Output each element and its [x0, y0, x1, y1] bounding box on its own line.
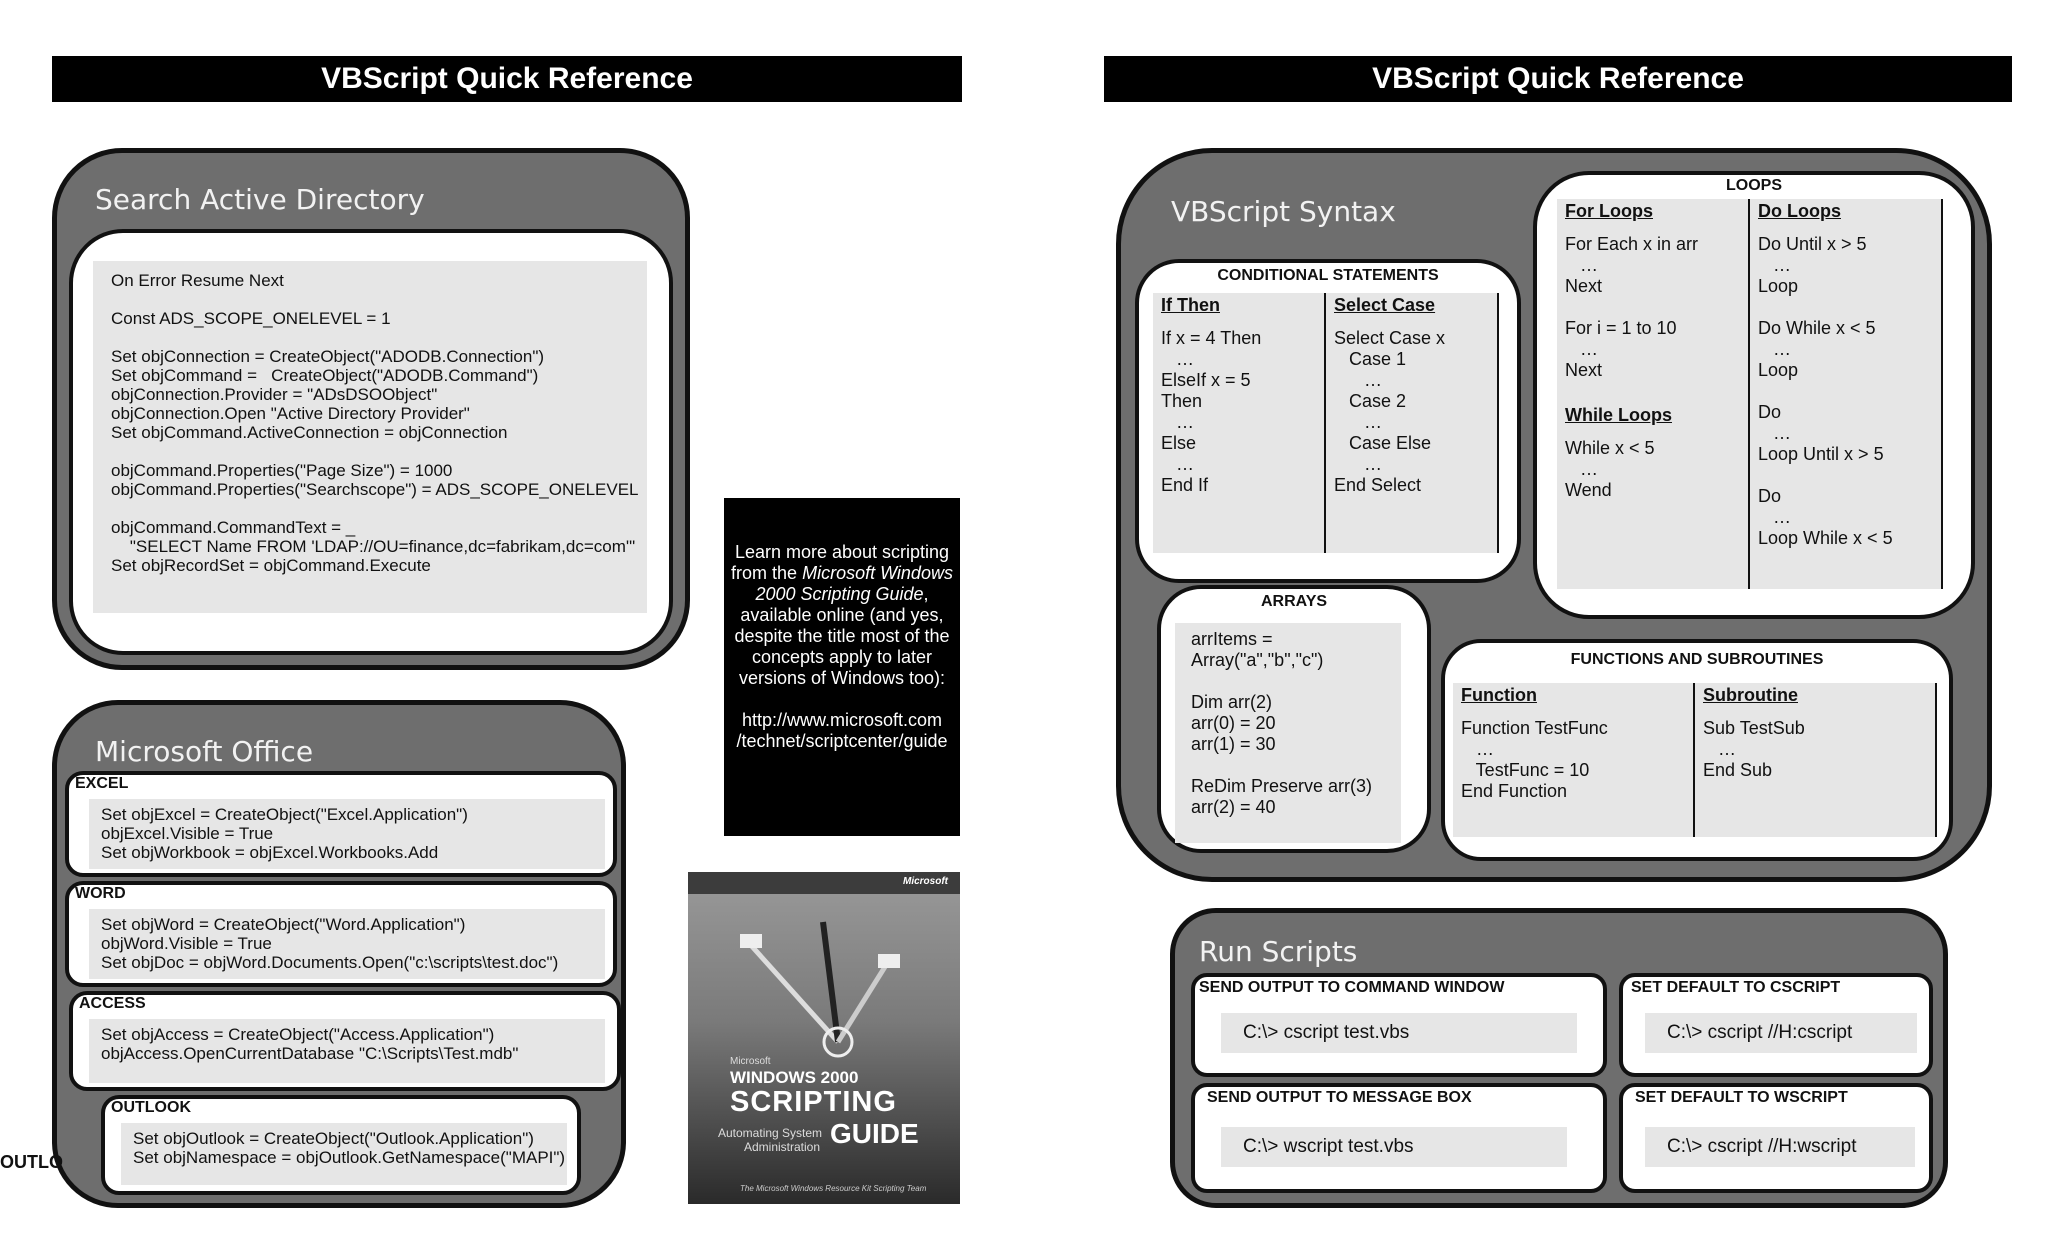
book-subtitle1: Automating System: [718, 1126, 823, 1140]
if-then-header: If Then: [1161, 295, 1220, 315]
if-then-column: [1153, 293, 1326, 553]
outlook-card: [101, 1095, 581, 1195]
wscript-card: [1619, 1083, 1933, 1193]
access-label: ACCESS: [79, 995, 146, 1012]
do-loops-column: [1750, 199, 1943, 589]
promo-box: [724, 498, 960, 836]
msg-box-command: C:\> wscript test.vbs: [1221, 1127, 1567, 1167]
search-ad-title: Search Active Directory: [95, 183, 425, 216]
run-scripts-panel: [1170, 908, 1948, 1208]
subroutine-header: Subroutine: [1703, 685, 1798, 705]
cscript-label: SET DEFAULT TO CSCRIPT: [1631, 979, 1841, 996]
do-loops-code: Do Until x > 5 … Loop Do While x < 5 … Loop Do … Loop Until x > 5 Do … Loop While x < 5: [1758, 234, 1893, 548]
access-card: [69, 991, 621, 1091]
conditional-title: CONDITIONAL STATEMENTS: [1217, 267, 1439, 284]
cscript-command: C:\> cscript //H:cscript: [1645, 1013, 1917, 1053]
arrays-code: arrItems = Array("a","b","c") Dim arr(2) arr(0) = 20 arr(1) = 30 ReDim Preserve arr(3) arr(2) = 40: [1175, 623, 1401, 843]
cmd-window-card: [1191, 973, 1607, 1077]
functions-card: [1441, 639, 1953, 861]
book-illustration-icon: [728, 912, 908, 1062]
for-loops-column: [1557, 199, 1750, 589]
cmd-window-label: SEND OUTPUT TO COMMAND WINDOW: [1199, 979, 1505, 996]
while-loops-code: While x < 5 … Wend: [1565, 438, 1655, 500]
if-then-code: If x = 4 Then … ElseIf x = 5 Then … Else … End If: [1161, 328, 1262, 495]
left-banner: VBScript Quick Reference: [52, 56, 962, 102]
office-title: Microsoft Office: [95, 735, 314, 768]
arrays-title: ARRAYS: [1260, 593, 1328, 610]
book-subtitle2: Administration: [744, 1140, 821, 1154]
function-code: Function TestFunc … TestFunc = 10 End Function: [1461, 718, 1608, 801]
promo-url[interactable]: http://www.microsoft.com /technet/scriptcenter/guide: [736, 710, 948, 751]
function-column: [1453, 683, 1695, 837]
office-panel: [52, 700, 626, 1208]
subroutine-column: [1695, 683, 1937, 837]
book-brand: Microsoft: [903, 876, 948, 887]
subroutine-code: Sub TestSub … End Sub: [1703, 718, 1805, 780]
wscript-label: SET DEFAULT TO WSCRIPT: [1635, 1089, 1848, 1106]
run-scripts-title: Run Scripts: [1199, 935, 1358, 968]
loops-table: [1557, 199, 1943, 589]
promo-text: Learn more about scripting from the Microsoft Windows 2000 Scripting Guide, available online (and yes, despite the title most of the concepts apply to later versions of Windows too):: [731, 542, 953, 688]
msg-box-label: SEND OUTPUT TO MESSAGE BOX: [1207, 1089, 1472, 1106]
function-header: Function: [1461, 685, 1537, 705]
msg-box-card: [1191, 1083, 1607, 1193]
functions-table: [1453, 683, 1937, 837]
cscript-card: [1619, 973, 1933, 1077]
book-line2: SCRIPTING: [730, 1086, 897, 1118]
outlook-overflow-label: OUTLO: [0, 1152, 63, 1172]
excel-code: Set objExcel = CreateObject("Excel.Application") objExcel.Visible = True Set objWorkbook = objExcel.Workbooks.Add: [89, 799, 605, 869]
word-label: WORD: [75, 885, 126, 902]
search-ad-panel: [52, 148, 690, 670]
book-line3: GUIDE: [830, 1118, 919, 1149]
word-code: Set objWord = CreateObject("Word.Application") objWord.Visible = True Set objDoc = objWord.Documents.Open("c:\scripts\test.doc"): [89, 909, 605, 979]
book-cover-image: [688, 872, 960, 1204]
cmd-window-command: C:\> cscript test.vbs: [1221, 1013, 1577, 1053]
loops-card: [1533, 171, 1975, 619]
wscript-command: C:\> cscript //H:wscript: [1645, 1127, 1915, 1167]
conditional-table: [1153, 293, 1499, 553]
syntax-panel: [1116, 148, 1992, 882]
select-case-code: Select Case x Case 1 … Case 2 … Case Else … End Select: [1334, 328, 1446, 495]
for-loops-header: For Loops: [1565, 201, 1653, 221]
outlook-code: Set objOutlook = CreateObject("Outlook.Application") Set objNamespace = objOutlook.GetNamespace("MAPI"): [121, 1123, 567, 1185]
access-code: Set objAccess = CreateObject("Access.Application") objAccess.OpenCurrentDatabase "C:\Scripts\Test.mdb": [89, 1019, 605, 1083]
syntax-title: VBScript Syntax: [1171, 195, 1396, 228]
book-team: The Microsoft Windows Resource Kit Scripting Team: [740, 1184, 927, 1193]
loops-title: LOOPS: [1725, 177, 1782, 194]
outlook-label: OUTLOOK: [111, 1099, 191, 1116]
for-loops-code: For Each x in arr … Next For i = 1 to 10 … Next: [1565, 234, 1699, 380]
excel-label: EXCEL: [75, 775, 129, 792]
search-ad-card: [69, 229, 673, 655]
select-case-header: Select Case: [1334, 295, 1436, 315]
arrays-card: [1157, 585, 1431, 853]
excel-card: [65, 771, 617, 877]
book-line1: WINDOWS 2000: [730, 1068, 859, 1087]
conditional-card: [1135, 259, 1521, 583]
while-loops-header: While Loops: [1565, 405, 1672, 425]
do-loops-header: Do Loops: [1758, 201, 1841, 221]
select-case-column: [1326, 293, 1499, 553]
book-series: Microsoft: [730, 1056, 771, 1067]
right-banner: VBScript Quick Reference: [1104, 56, 2012, 102]
functions-title: FUNCTIONS AND SUBROUTINES: [1570, 651, 1824, 668]
search-ad-code: On Error Resume Next Const ADS_SCOPE_ONELEVEL = 1 Set objConnection = CreateObject("ADODB.Connection") Set objCommand = CreateObject("ADODB.Command") objConnection.Provider = "ADsDSOObject" objConnection.Open "Active Directory Provider" Set objCommand.ActiveConnection = objConnection objCommand.Properties("Page Size") = 1000 objCommand.Properties("Searchscope") = ADS_SCOPE_ONELEVEL objCommand.CommandText = _ "SELECT Name FROM 'LDAP://OU=finance,dc=fabrikam,dc=com'" Set objRecordSet = objCommand.Execute: [93, 261, 647, 613]
word-card: [65, 881, 617, 987]
